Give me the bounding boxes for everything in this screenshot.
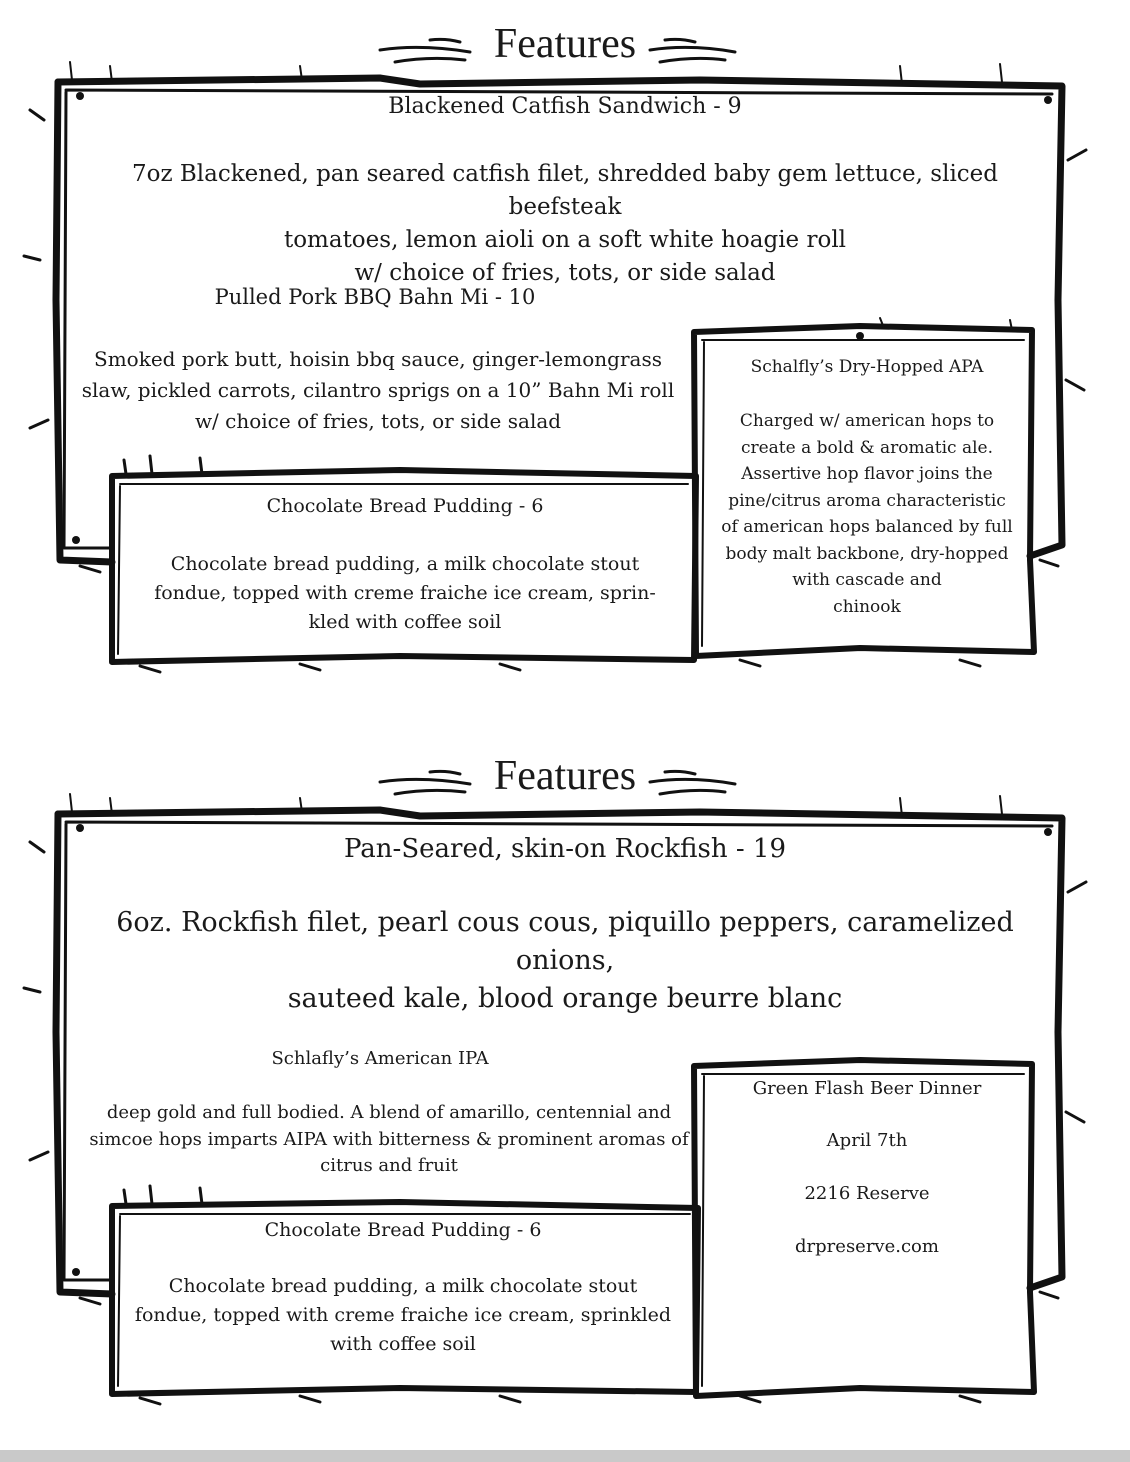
- page-bottom-bar: [0, 1450, 1130, 1462]
- features-heading-text: Features: [486, 753, 644, 799]
- main-dish-description: 6oz. Rockfish filet, pearl cous cous, piquillo peppers, caramelized onions, sauteed kale, blood orange beurre blanc: [116, 907, 1014, 1014]
- menu-card-2: [0, 732, 1130, 1452]
- beer-description: deep gold and full bodied. A blend of amarillo, centennial and simcoe hops imparts AIPA with bitterness & prominent aromas of citrus and fruit: [89, 1102, 689, 1176]
- event-box-text: April 7th 2216 Reserve drpreserve.com: [795, 1130, 939, 1257]
- dessert-title: Chocolate Bread Pudding - 6: [264, 1219, 542, 1241]
- features-heading: [0, 20, 1130, 68]
- main-dish-description: 7oz Blackened, pan seared catfish filet, shredded baby gem lettuce, sliced beefsteak tomatoes, lemon aioli on a soft white hoagie roll w/ choice of fries, tots, or side salad: [131, 161, 999, 286]
- secondary-dish-description: Smoked pork butt, hoisin bbq sauce, ginger-lemongrass slaw, pickled carrots, cilantro sprigs on a 10” Bahn Mi roll w/ choice of fries, tots, or side salad: [81, 347, 675, 433]
- main-dish-title: Pan-Seared, skin-on Rockfish - 19: [343, 834, 787, 864]
- dessert-description: Chocolate bread pudding, a milk chocolate stout fondue, topped with creme fraiche ice cream, sprinkled with coffee soil: [134, 1275, 672, 1355]
- features-heading: [0, 752, 1130, 800]
- dessert-description: Chocolate bread pudding, a milk chocolate stout fondue, topped with creme fraiche ice cream, sprin- kled with coffee soil: [154, 553, 656, 633]
- beer-box-text: Charged w/ american hops to create a bold & aromatic ale. Assertive hop flavor joins the pine/citrus aroma characteristic of american hops balanced by full body malt backbone, dry-hopped with cascade and chinook: [721, 411, 1013, 617]
- menu-card-1: [0, 0, 1130, 720]
- main-dish-title: Blackened Catfish Sandwich - 9: [388, 94, 742, 119]
- beer-box-title: Schalfly’s Dry-Hopped APA: [750, 357, 984, 377]
- dessert-title: Chocolate Bread Pudding - 6: [266, 495, 544, 517]
- secondary-dish-title: Pulled Pork BBQ Bahn Mi - 10: [214, 285, 536, 309]
- beer-title: Schlafly’s American IPA: [271, 1048, 489, 1069]
- event-box-title: Green Flash Beer Dinner: [752, 1078, 982, 1099]
- features-heading-text: Features: [486, 21, 644, 67]
